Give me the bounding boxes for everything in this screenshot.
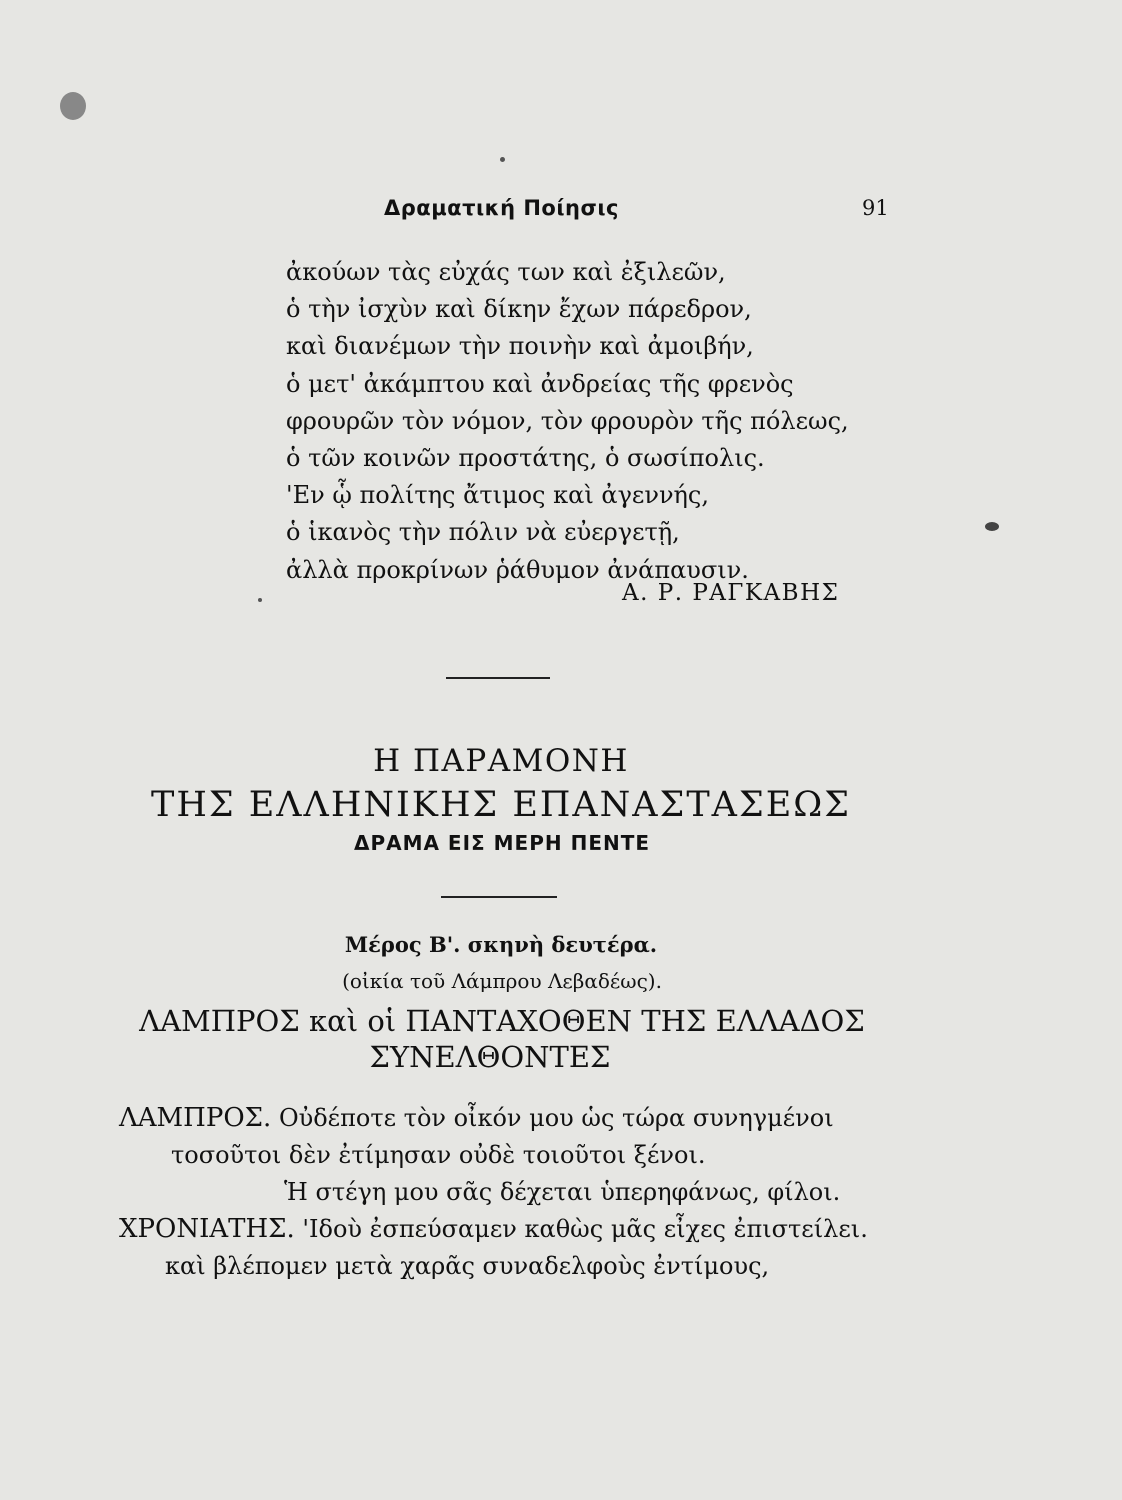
poem-line: ὁ τῶν κοινῶν προστάτης, ὁ σωσίπολις. xyxy=(286,444,765,473)
dialogue-line xyxy=(119,1100,868,1137)
poem-line: φρουρῶν τὸν νόμον, τὸν φρουρὸν τῆς πόλεως, xyxy=(286,406,849,435)
ink-speck xyxy=(258,598,262,602)
page-number: 91 xyxy=(862,196,889,220)
characters-line2: ΣΥΝΕΛΘΟΝΤΕΣ xyxy=(369,1040,611,1074)
speaker-name: ΧΡΟΝΙΑΤΗΣ. xyxy=(119,1214,295,1244)
page-stain xyxy=(60,92,86,120)
dialogue-line xyxy=(119,1211,868,1248)
drama-title-line1: Η ΠΑΡΑΜΟΝΗ xyxy=(373,743,629,779)
drama-title-line2: ΤΗΣ ΕΛΛΗΝΙΚΗΣ ΕΠΑΝΑΣΤΑΣΕΩΣ xyxy=(150,785,852,825)
section-divider xyxy=(441,896,557,898)
poem-line: ὁ ἱκανὸς τὴν πόλιν νὰ εὐεργετῇ, xyxy=(286,518,680,547)
dialogue-line: Ἡ στέγη μου σᾶς δέχεται ὑπερηφάνως, φίλοι. xyxy=(284,1178,841,1206)
poem-line: ὁ μετ' ἀκάμπτου καὶ ἀνδρείας τῆς φρενὸς xyxy=(286,369,794,398)
speech-text: Οὐδέποτε τὸν οἶκόν μου ὡς τώρα συνηγμένοι xyxy=(278,1104,834,1132)
ink-speck xyxy=(985,522,999,531)
dialogue-line: καὶ βλέπομεν μετὰ χαρᾶς συναδελφοὺς ἐντίμους, xyxy=(165,1252,770,1280)
ink-speck xyxy=(500,157,505,162)
poem-line: καὶ διανέμων τὴν ποινὴν καὶ ἀμοιβήν, xyxy=(286,332,754,361)
speech-text: 'Ιδοὺ ἐσπεύσαμεν καθὼς μᾶς εἶχες ἐπιστείλει. xyxy=(302,1215,868,1243)
section-divider xyxy=(446,677,550,679)
scene-setting: (οἰκία τοῦ Λάμπρου Λεβαδέως). xyxy=(342,969,662,993)
poem-line: ἀκούων τὰς εὐχάς των καὶ ἐξιλεῶν, xyxy=(286,258,726,286)
poem-line: ὁ τὴν ἰσχὺν καὶ δίκην ἔχων πάρεδρον, xyxy=(286,295,752,324)
dialogue xyxy=(119,1100,868,1285)
running-head: Δραματική Ποίησις xyxy=(384,196,619,220)
scene-heading: Μέρος Β'. σκηνὴ δευτέρα. xyxy=(344,932,658,957)
dialogue-line: τοσοῦτοι δὲν ἐτίμησαν οὐδὲ τοιοῦτοι ξένοι. xyxy=(171,1141,706,1169)
speaker-name: ΛΑΜΠΡΟΣ. xyxy=(119,1103,272,1133)
poem-author: Α. Ρ. ΡΑΓΚΑΒΗΣ xyxy=(622,580,840,606)
poem-line: ἀλλὰ προκρίνων ῥάθυμον ἀνάπαυσιν. xyxy=(286,555,749,584)
drama-subtitle: ΔΡΑΜΑ ΕΙΣ ΜΕΡΗ ΠΕΝΤΕ xyxy=(353,831,651,855)
characters-line1: ΛΑΜΠΡΟΣ καὶ οἱ ΠΑΝΤΑΧΟΘΕΝ ΤΗΣ ΕΛΛΑΔΟΣ xyxy=(139,1004,865,1038)
poem-line: 'Εν ᾧ πολίτης ἄτιμος καὶ ἀγεννής, xyxy=(286,481,709,510)
poem-excerpt xyxy=(286,254,849,589)
